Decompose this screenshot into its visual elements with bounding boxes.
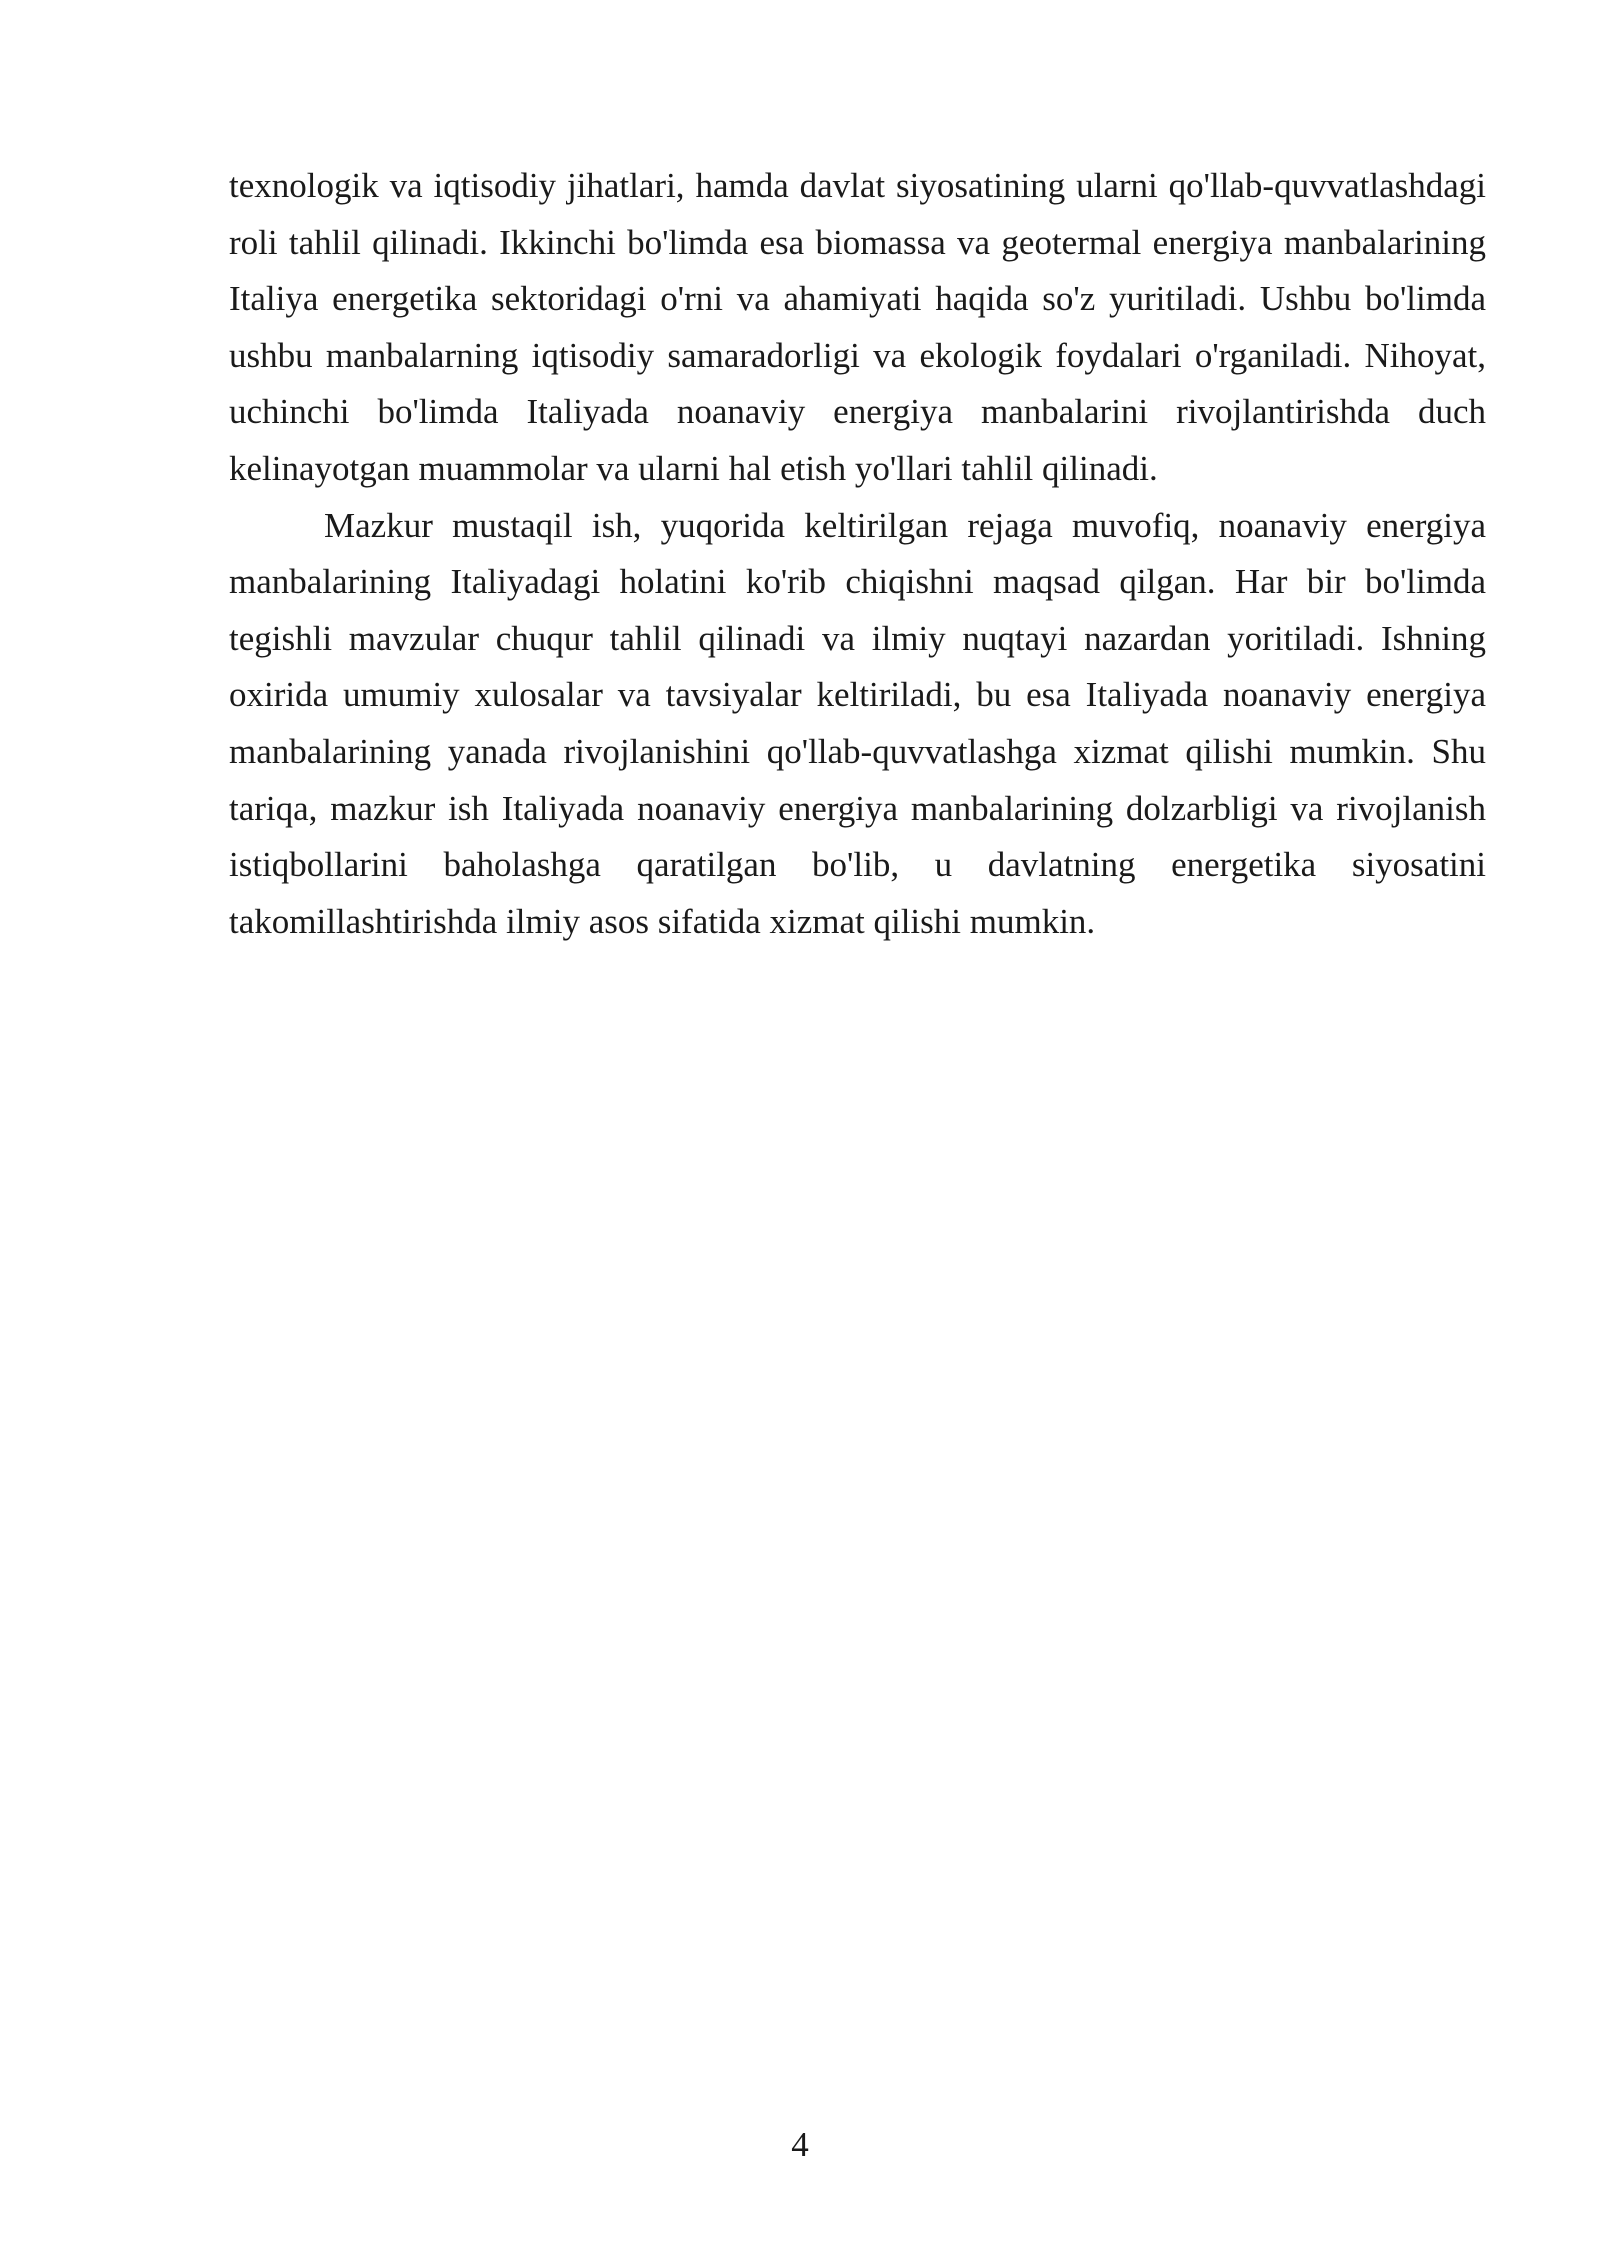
page-number: 4 (791, 2125, 809, 2164)
body-text (229, 158, 1486, 950)
paragraph-continuation: texnologik va iqtisodiy jihatlari, hamda davlat siyosatining ularni qo'llab-quvvatlashdagi roli tahlil qilinadi. Ikkinchi bo'limda esa biomassa va geotermal energiya manbalarining Italiya energetika sektoridagi o'rni va ahamiyati haqida so'z yuritiladi. Ushbu bo'limda ushbu manbalarning iqtisodiy samaradorligi va ekologik foydalari o'rganiladi. Nihoyat, uchinchi bo'limda Italiyada noanaviy energiya manbalarini rivojlantirishda duch kelinayotgan muammolar va ularni hal etish yo'llari tahlil qilinadi. (229, 166, 1486, 488)
paragraph-conclusion: Mazkur mustaqil ish, yuqorida keltirilgan rejaga muvofiq, noanaviy energiya manbalarining Italiyadagi holatini ko'rib chiqishni maqsad qilgan. Har bir bo'limda tegishli mavzular chuqur tahlil qilinadi va ilmiy nuqtayi nazardan yoritiladi. Ishning oxirida umumiy xulosalar va tavsiyalar keltiriladi, bu esa Italiyada noanaviy energiya manbalarining yanada rivojlanishini qo'llab-quvvatlashga xizmat qilishi mumkin. Shu tariqa, mazkur ish Italiyada noanaviy energiya manbalarining dolzarbligi va rivojlanish istiqbollarini baholashga qaratilgan bo'lib, u davlatning energetika siyosatini takomillashtirishda ilmiy asos sifatida xizmat qilishi mumkin. (229, 505, 1486, 941)
